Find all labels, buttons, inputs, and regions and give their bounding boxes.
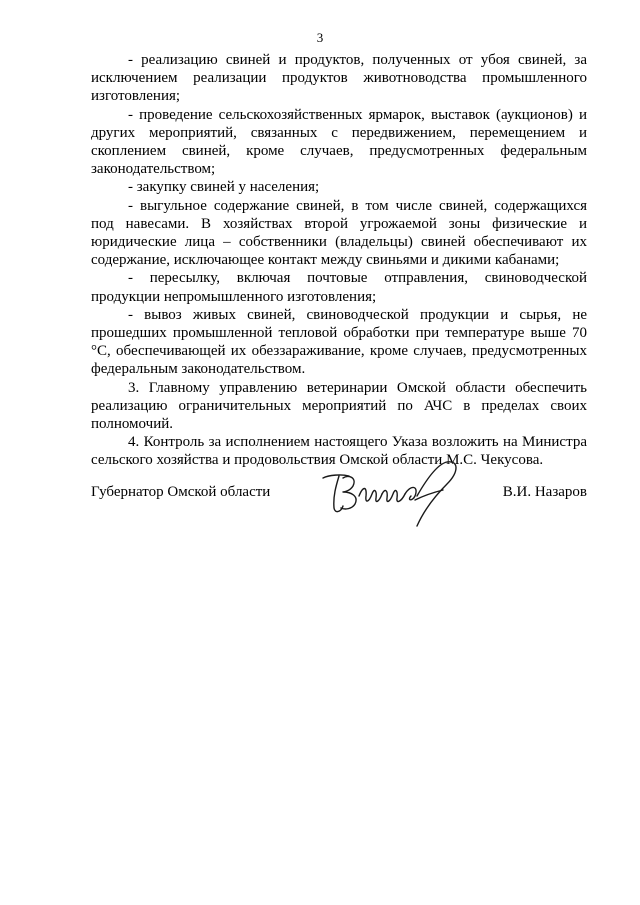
list-item-purchase-from-population: - закупку свиней у населения; <box>128 179 320 196</box>
signer-name: В.И. Назаров <box>502 484 587 500</box>
list-item-sale-of-pigs: - реализацию свиней и продуктов, полученных от убоя свиней, за исключением реализации продуктов животноводства промышленного изготовления; <box>91 52 587 105</box>
signer-title: Губернатор Омской области <box>91 484 271 500</box>
clause-3-veterinary-directorate: 3. Главному управлению ветеринарии Омской области обеспечить реализацию ограничительных мероприятий по АЧС в пределах своих полномочий. <box>91 379 587 433</box>
page-number: 3 <box>316 30 324 45</box>
clause-4-control: 4. Контроль за исполнением настоящего Указа возложить на Министра сельского хозяйства и продовольствия Омской области М.С. Чекусова. <box>91 434 587 469</box>
handwritten-signature <box>319 456 469 534</box>
list-item-export-of-live-pigs: - вывоз живых свиней, свиноводческой продукции и сырья, не прошедших промышленной тепловой обработки при температуре выше 70 °С, обеспечивающей их обеззараживание, кроме случаев, предусмотренных федеральным законодательством. <box>91 306 587 378</box>
signature-block <box>91 456 587 546</box>
list-item-shipment: - пересылку, включая почтовые отправления, свиноводческой продукции непромышленного изготовления; <box>91 270 587 305</box>
list-item-free-range-keeping: - выгульное содержание свиней, в том числе свиней, содержащихся под навесами. В хозяйствах второй угрожаемой зоны физические и юридические лица – собственники (владельцы) свиней обеспечивают их содержание, исключающее контакт между свиньями и дикими кабанами; <box>91 197 587 269</box>
list-item-fairs-and-exhibitions: - проведение сельскохозяйственных ярмарок, выставок (аукционов) и других мероприятий, связанных с передвижением, перемещением и скоплением свиней, кроме случаев, предусмотренных федеральным законодательством; <box>91 106 587 178</box>
document-body <box>91 51 587 470</box>
